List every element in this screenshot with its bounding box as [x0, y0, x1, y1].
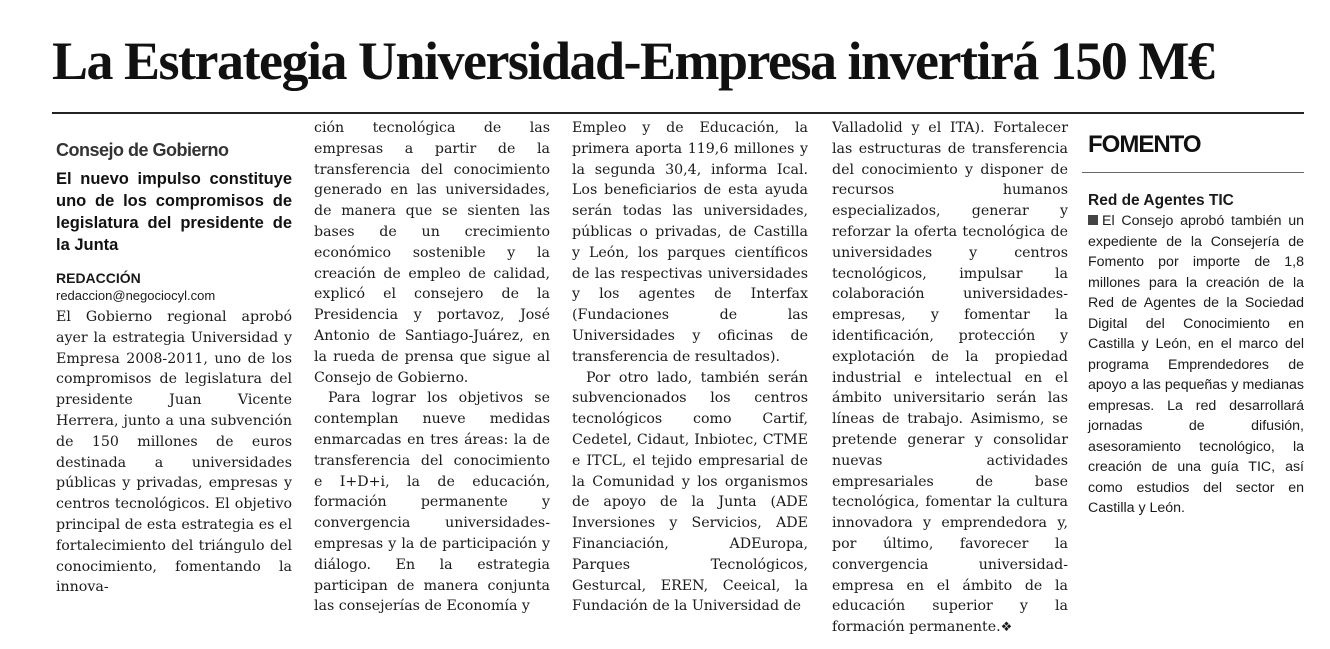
headline: La Estrategia Universidad-Empresa invertirá 150 M€ [52, 31, 1214, 91]
square-bullet-icon [1088, 215, 1098, 225]
column-4 [832, 118, 1068, 639]
sidebar-text: El Consejo aprobó también un expediente de la Consejería de Fomento por importe de 1,8 millones para la creación de la Red de Agentes de la Sociedad Digital del Conocimiento en Castilla y León, en el marco del programa Emprendedores de apoyo a las pequeñas y medianas empresas. La red desarrollará jornadas de difusión, asesoramiento tecnológico, la creación de una guía TIC, así como estudios del sector en Castilla y León. [1088, 213, 1304, 516]
sidebar-subhead: Red de Agentes TIC [1088, 192, 1234, 209]
sidebar-box [1082, 118, 1304, 519]
col3-paragraph-2: Por otro lado, también serán subvencionados los centros tecnológicos como Cartif, Cedetel, Cidaut, Inbiotec, CTME e ITCL, el tejido empresarial de la Comunidad y los organismos de apoyo de la Junta (ADE Inversiones y Servicios, ADE Financiación, ADEuropa, Parques Tecnológicos, Gesturcal, EREN, Ceeical, la Fundación de la Universidad de [572, 369, 808, 615]
col4-paragraph-1 [832, 118, 1068, 639]
col2-paragraph-1: ción tecnológica de las empresas a partir de la transferencia del conocimiento generado en las universidades, de manera que se sienten las bases de un crecimiento económico sostenible y la creación de empleo de calidad, explicó el consejero de la Presidencia y portavoz, José Antonio de Santiago-Juárez, en la rueda de prensa que sigue al Consejo de Gobierno. [314, 120, 550, 386]
deck: El nuevo impulso constituye uno de los compromisos de legislatura del presidente de la Junta [56, 170, 292, 254]
sidebar-section-title: FOMENTO [1088, 131, 1201, 158]
col1-body: El Gobierno regional aprobó ayer la estrategia Universidad y Empresa 2008-2011, uno de los compromisos de legislatura del presidente Juan Vicente Herrera, junto a una subvención de 150 millones de euros destinada a universidades públicas y privadas, empresas y centros tecnológicos. El objetivo principal de esta estrategia es el fortalecimiento del triángulo del conocimiento, fomentando la innova- [56, 309, 292, 596]
section-kicker: Consejo de Gobierno [56, 140, 229, 160]
end-mark-icon: ❖ [1000, 620, 1013, 636]
column-2 [314, 118, 550, 617]
col4-text: Valladolid y el ITA). Fortalecer las estructuras de transferencia del conocimiento y disponer de recursos humanos especializados, generar y reforzar la oferta tecnológica de universidades y centros tecnológicos, impulsar la colaboración universidades-empresas, y fomentar la identificación, protección y explotación de la propiedad industrial e intelectual en el ámbito universitario serán las líneas de trabajo. Asimismo, se pretende generar y consolidar nuevas actividades empresariales de base tecnológica, fomentar la cultura innovadora y emprendedora y, por último, favorecer la convergencia universidad-empresa en el ámbito de la educación superior y la formación permanente. [832, 120, 1068, 636]
sidebar-body [1088, 211, 1304, 519]
byline: REDACCIÓN [56, 270, 141, 286]
sidebar-rule [1082, 172, 1304, 173]
byline-email: redaccion@negociocyl.com [56, 288, 216, 303]
col3-paragraph-1: Empleo y de Educación, la primera aporta 119,6 millones y la segunda 30,4, informa Ical. Los beneficiarios de esta ayuda serán todas las universidades, públicas o privadas, de Castilla y León, los parques científicos de las respectivas universidades y los agentes de Interfax (Fundaciones de las Universidades y oficinas de transferencia de resultados). [572, 120, 808, 365]
top-rule [52, 112, 1304, 114]
column-3 [572, 118, 808, 617]
col2-paragraph-2: Para lograr los objetivos se contemplan nueve medidas enmarcadas en tres áreas: la de transferencia del conocimiento e I+D+i, la de educación, formación permanente y convergencia universidades-empresas y la de participación y diálogo. En la estrategia participan de manera conjunta las consejerías de Economía y [314, 390, 550, 615]
column-1 [56, 118, 292, 598]
